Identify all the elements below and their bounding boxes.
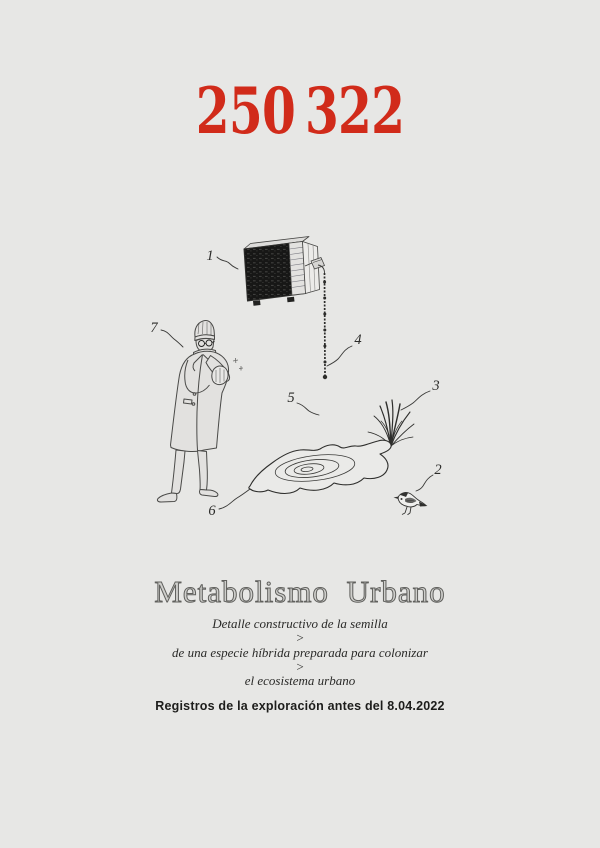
poster-subtitle	[0, 617, 600, 688]
date-number-group-2: 322	[304, 74, 405, 149]
subtitle-line-2: de una especie híbrida preparada para colonizar	[172, 644, 428, 660]
subtitle-caret-2: >	[295, 658, 305, 674]
callout-5: 5	[287, 390, 295, 406]
subtitle-line-3: el ecosistema urbano	[244, 673, 356, 689]
observer-figure-illustration	[157, 321, 243, 502]
bird-illustration	[394, 492, 428, 514]
date-number-group-1: 250	[195, 74, 296, 149]
callout-4: 4	[354, 332, 362, 348]
callout-2: 2	[434, 462, 442, 478]
callout-3: 3	[432, 378, 440, 394]
puddle-illustration	[249, 440, 391, 493]
poster-title: Metabolismo Urbano	[154, 574, 446, 609]
ac-unit-illustration	[244, 237, 325, 306]
subtitle-line-1: Detalle constructivo de la semilla	[212, 616, 388, 631]
subtitle-caret-1: >	[295, 630, 305, 646]
droplet-illustration	[321, 414, 327, 424]
callout-1: 1	[206, 248, 214, 264]
poster-footer-note: Registros de la exploración antes del 8.04.2022	[155, 699, 445, 713]
callout-7: 7	[150, 320, 158, 336]
sparkle-icon	[233, 358, 243, 371]
callout-6: 6	[208, 503, 216, 519]
